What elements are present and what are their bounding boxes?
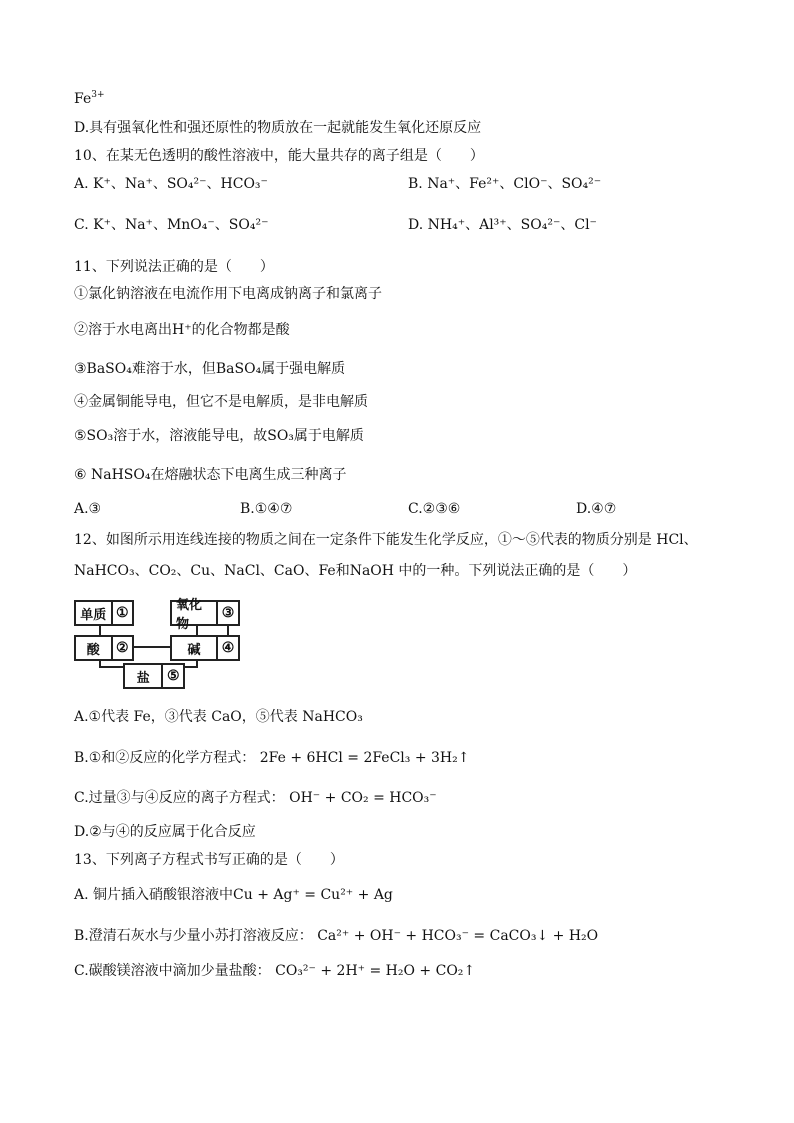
line-2-4	[134, 646, 170, 648]
line-4-5-h	[184, 666, 198, 668]
q12-option-d: D.②与④的反应属于化合反应	[74, 824, 256, 840]
q13-stem: 13、下列离子方程式书写正确的是（ ）	[74, 852, 344, 868]
q11-item-4: ④金属铜能导电，但它不是电解质，是非电解质	[74, 394, 368, 410]
reaction-diagram	[74, 600, 244, 690]
q12-option-a: A.①代表 Fe，③代表 CaO，⑤代表 NaHCO₃	[74, 709, 363, 725]
q12-stem-line1: 12、如图所示用连线连接的物质之间在一定条件下能发生化学反应，①～⑤代表的物质分别是 HCl、	[74, 532, 698, 548]
q13-option-c: C.碳酸镁溶液中滴加少量盐酸： CO₃²⁻ + 2H⁺ = H₂O + CO₂↑	[74, 963, 476, 979]
q11-item-2: ②溶于水电离出H⁺的化合物都是酸	[74, 322, 290, 338]
q10-option-c: C. K⁺、Na⁺、MnO₄⁻、SO₄²⁻	[74, 217, 269, 233]
line-2-5-h	[99, 666, 123, 668]
q13-option-b: B.澄清石灰水与少量小苏打溶液反应： Ca²⁺ + OH⁻ + HCO₃⁻ = CaCO₃↓ + H₂O	[74, 928, 599, 944]
q11-option-c: C.②③⑥	[408, 501, 461, 517]
q12-stem-line2: NaHCO₃、CO₂、Cu、NaCl、CaO、Fe和NaOH 中的一种。下列说法正确的是（ ）	[74, 563, 637, 579]
box-base: 碱 ④	[170, 635, 240, 661]
q12-option-c: C.过量③与④反应的离子方程式： OH⁻ + CO₂ = HCO₃⁻	[74, 790, 437, 806]
box-oxide: 氧化物 ③	[170, 600, 240, 626]
q11-item-5: ⑤SO₃溶于水，溶液能导电，故SO₃属于电解质	[74, 428, 364, 444]
top-fragment: $Fe^{3+}$	[74, 90, 105, 107]
q9-option-d: D.具有强氧化性和强还原性的物质放在一起就能发生氧化还原反应	[74, 120, 482, 136]
q11-stem: 11、下列说法正确的是（ ）	[74, 259, 274, 275]
q10-option-d: D. NH₄⁺、Al³⁺、SO₄²⁻、Cl⁻	[408, 217, 597, 233]
q11-option-b: B.①④⑦	[240, 501, 293, 517]
box-elemental: 单质 ①	[74, 600, 134, 626]
q11-item-3: ③BaSO₄难溶于水，但BaSO₄属于强电解质	[74, 361, 346, 377]
q11-item-1: ①氯化钠溶液在电流作用下电离成钠离子和氯离子	[74, 286, 382, 302]
q10-stem: 10、在某无色透明的酸性溶液中，能大量共存的离子组是（ ）	[74, 148, 484, 164]
q11-option-d: D.④⑦	[576, 501, 617, 517]
q10-option-b: B. Na⁺、Fe²⁺、ClO⁻、SO₄²⁻	[408, 176, 602, 192]
box-acid: 酸 ②	[74, 635, 134, 661]
box-salt: 盐 ⑤	[123, 663, 185, 689]
q13-option-a: A. 铜片插入硝酸银溶液中Cu + Ag⁺ = Cu²⁺ + Ag	[74, 887, 393, 903]
q11-item-6: ⑥ NaHSO₄在熔融状态下电离生成三种离子	[74, 467, 347, 483]
q12-option-b: B.①和②反应的化学方程式： 2Fe + 6HCl = 2FeCl₃ + 3H₂↑	[74, 750, 470, 766]
q10-option-a: A. K⁺、Na⁺、SO₄²⁻、HCO₃⁻	[74, 176, 268, 192]
q11-option-a: A.③	[74, 501, 102, 517]
